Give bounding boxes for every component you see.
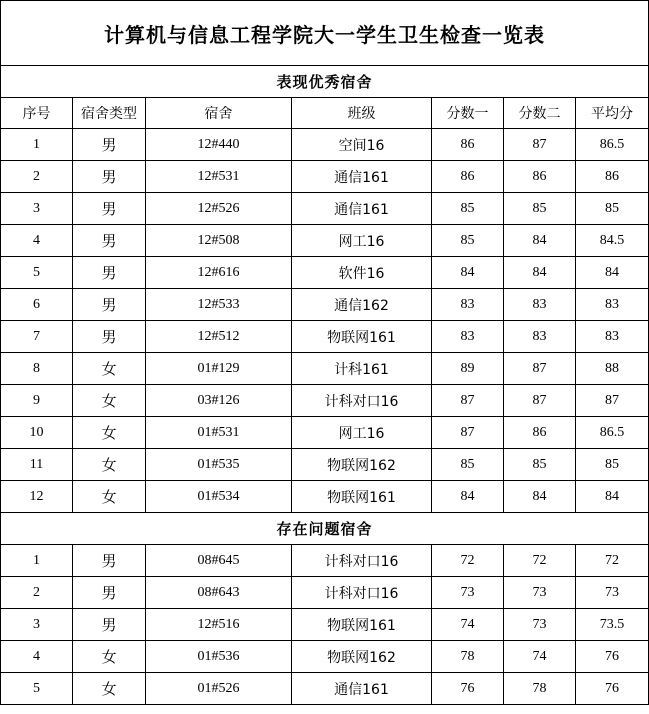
table-row [1,609,649,641]
cell-no[interactable]: 7 [1,321,73,353]
cell-score2[interactable]: 84 [504,257,576,289]
table-row [1,129,649,161]
cell-dorm-type[interactable]: 女 [73,385,146,417]
section-row [1,513,649,545]
header-cell-class[interactable]: 班级 [292,98,432,129]
cell-score1[interactable]: 85 [432,449,504,481]
cell-average[interactable]: 86 [576,161,649,193]
cell-dorm-type[interactable]: 女 [73,449,146,481]
cell-room[interactable]: 12#508 [146,225,292,257]
cell-class[interactable]: 计科161 [292,353,432,385]
cell-dorm-type[interactable]: 男 [73,545,146,577]
cell-room[interactable]: 12#531 [146,161,292,193]
table-row [1,161,649,193]
cell-class[interactable]: 物联网162 [292,449,432,481]
cell-room[interactable]: 12#512 [146,321,292,353]
cell-no[interactable]: 4 [1,641,73,673]
cell-score2[interactable]: 72 [504,545,576,577]
table-row [1,481,649,513]
cell-score2[interactable]: 86 [504,417,576,449]
cell-average[interactable]: 76 [576,673,649,705]
cell-average[interactable]: 73.5 [576,609,649,641]
cell-no[interactable]: 2 [1,577,73,609]
cell-dorm-type[interactable]: 女 [73,641,146,673]
cell-dorm-type[interactable]: 男 [73,577,146,609]
cell-score1[interactable]: 78 [432,641,504,673]
header-cell-average[interactable]: 平均分 [576,98,649,129]
cell-score1[interactable]: 89 [432,353,504,385]
header-cell-room[interactable]: 宿舍 [146,98,292,129]
cell-average[interactable]: 76 [576,641,649,673]
cell-room[interactable]: 01#534 [146,481,292,513]
cell-dorm-type[interactable]: 女 [73,673,146,705]
cell-dorm-type[interactable]: 男 [73,321,146,353]
cell-average[interactable]: 72 [576,545,649,577]
cell-room[interactable]: 12#526 [146,193,292,225]
section-title-problem[interactable]: 存在问题宿舍 [1,513,649,545]
cell-no[interactable]: 9 [1,385,73,417]
cell-no[interactable]: 2 [1,161,73,193]
cell-score2[interactable]: 78 [504,673,576,705]
cell-score1[interactable]: 74 [432,609,504,641]
cell-score1[interactable]: 83 [432,321,504,353]
section-row [1,66,649,98]
cell-average[interactable]: 83 [576,289,649,321]
table-row [1,577,649,609]
cell-average[interactable]: 85 [576,193,649,225]
table-row [1,289,649,321]
cell-no[interactable]: 3 [1,193,73,225]
cell-score2[interactable]: 83 [504,289,576,321]
cell-room[interactable]: 01#526 [146,673,292,705]
cell-score2[interactable]: 85 [504,193,576,225]
cell-class[interactable]: 通信162 [292,289,432,321]
cell-score2[interactable]: 85 [504,449,576,481]
header-cell-type[interactable]: 宿舍类型 [73,98,146,129]
cell-score2[interactable]: 74 [504,641,576,673]
cell-no[interactable]: 12 [1,481,73,513]
cell-dorm-type[interactable]: 男 [73,129,146,161]
cell-score2[interactable]: 84 [504,481,576,513]
cell-room[interactable]: 08#645 [146,545,292,577]
cell-score1[interactable]: 85 [432,225,504,257]
cell-average[interactable]: 85 [576,449,649,481]
cell-score1[interactable]: 83 [432,289,504,321]
cell-class[interactable]: 计科对口16 [292,577,432,609]
table-row [1,353,649,385]
cell-no[interactable]: 1 [1,129,73,161]
cell-score1[interactable]: 86 [432,129,504,161]
title-row [1,1,649,66]
cell-dorm-type[interactable]: 男 [73,161,146,193]
cell-average[interactable]: 73 [576,577,649,609]
cell-no[interactable]: 6 [1,289,73,321]
header-cell-score1[interactable]: 分数一 [432,98,504,129]
cell-class[interactable]: 空间16 [292,129,432,161]
cell-average[interactable]: 88 [576,353,649,385]
cell-average[interactable]: 84.5 [576,225,649,257]
cell-class[interactable]: 物联网162 [292,641,432,673]
cell-dorm-type[interactable]: 男 [73,225,146,257]
cell-room[interactable]: 08#643 [146,577,292,609]
cell-no[interactable]: 5 [1,673,73,705]
cell-average[interactable]: 84 [576,481,649,513]
cell-score2[interactable]: 87 [504,385,576,417]
cell-class[interactable]: 物联网161 [292,609,432,641]
cell-room[interactable]: 12#616 [146,257,292,289]
cell-no[interactable]: 8 [1,353,73,385]
cell-score2[interactable]: 84 [504,225,576,257]
cell-class[interactable]: 通信161 [292,673,432,705]
cell-score1[interactable]: 73 [432,577,504,609]
cell-average[interactable]: 87 [576,385,649,417]
cell-score2[interactable]: 73 [504,609,576,641]
cell-score1[interactable]: 85 [432,193,504,225]
cell-no[interactable]: 4 [1,225,73,257]
cell-class[interactable]: 网工16 [292,225,432,257]
cell-score1[interactable]: 84 [432,481,504,513]
cell-class[interactable]: 通信161 [292,161,432,193]
cell-no[interactable]: 10 [1,417,73,449]
cell-no[interactable]: 11 [1,449,73,481]
cell-score2[interactable]: 83 [504,321,576,353]
cell-class[interactable]: 计科对口16 [292,385,432,417]
cell-room[interactable]: 12#516 [146,609,292,641]
table-row [1,225,649,257]
cell-room[interactable]: 12#440 [146,129,292,161]
header-row [1,98,649,129]
cell-dorm-type[interactable]: 男 [73,609,146,641]
cell-no[interactable]: 3 [1,609,73,641]
table-row [1,641,649,673]
cell-room[interactable]: 12#533 [146,289,292,321]
table-row [1,257,649,289]
cell-class[interactable]: 物联网161 [292,481,432,513]
cell-dorm-type[interactable]: 男 [73,289,146,321]
cell-room[interactable]: 03#126 [146,385,292,417]
cell-room[interactable]: 01#536 [146,641,292,673]
cell-class[interactable]: 计科对口16 [292,545,432,577]
cell-average[interactable]: 86.5 [576,417,649,449]
cell-average[interactable]: 83 [576,321,649,353]
cell-dorm-type[interactable]: 男 [73,257,146,289]
cell-score1[interactable]: 76 [432,673,504,705]
cell-class[interactable]: 通信161 [292,193,432,225]
cell-score1[interactable]: 72 [432,545,504,577]
table-row [1,449,649,481]
table-row [1,673,649,705]
cell-dorm-type[interactable]: 男 [73,193,146,225]
cell-dorm-type[interactable]: 女 [73,353,146,385]
cell-average[interactable]: 86.5 [576,129,649,161]
header-cell-no[interactable]: 序号 [1,98,73,129]
section-title-excellent[interactable]: 表现优秀宿舍 [1,66,649,98]
cell-room[interactable]: 01#535 [146,449,292,481]
cell-no[interactable]: 5 [1,257,73,289]
cell-score1[interactable]: 87 [432,385,504,417]
cell-average[interactable]: 84 [576,257,649,289]
cell-score2[interactable]: 86 [504,161,576,193]
cell-score2[interactable]: 87 [504,353,576,385]
cell-score1[interactable]: 84 [432,257,504,289]
cell-class[interactable]: 网工16 [292,417,432,449]
table-row [1,321,649,353]
header-cell-score2[interactable]: 分数二 [504,98,576,129]
cell-dorm-type[interactable]: 女 [73,481,146,513]
cell-score2[interactable]: 73 [504,577,576,609]
cell-class[interactable]: 物联网161 [292,321,432,353]
cell-room[interactable]: 01#129 [146,353,292,385]
sheet-title[interactable]: 计算机与信息工程学院大一学生卫生检查一览表 [1,1,649,66]
cell-score2[interactable]: 87 [504,129,576,161]
cell-score1[interactable]: 87 [432,417,504,449]
cell-no[interactable]: 1 [1,545,73,577]
table-row [1,385,649,417]
table-row [1,545,649,577]
table-row [1,417,649,449]
cell-class[interactable]: 软件16 [292,257,432,289]
cell-score1[interactable]: 86 [432,161,504,193]
cell-dorm-type[interactable]: 女 [73,417,146,449]
cell-room[interactable]: 01#531 [146,417,292,449]
table-row [1,193,649,225]
